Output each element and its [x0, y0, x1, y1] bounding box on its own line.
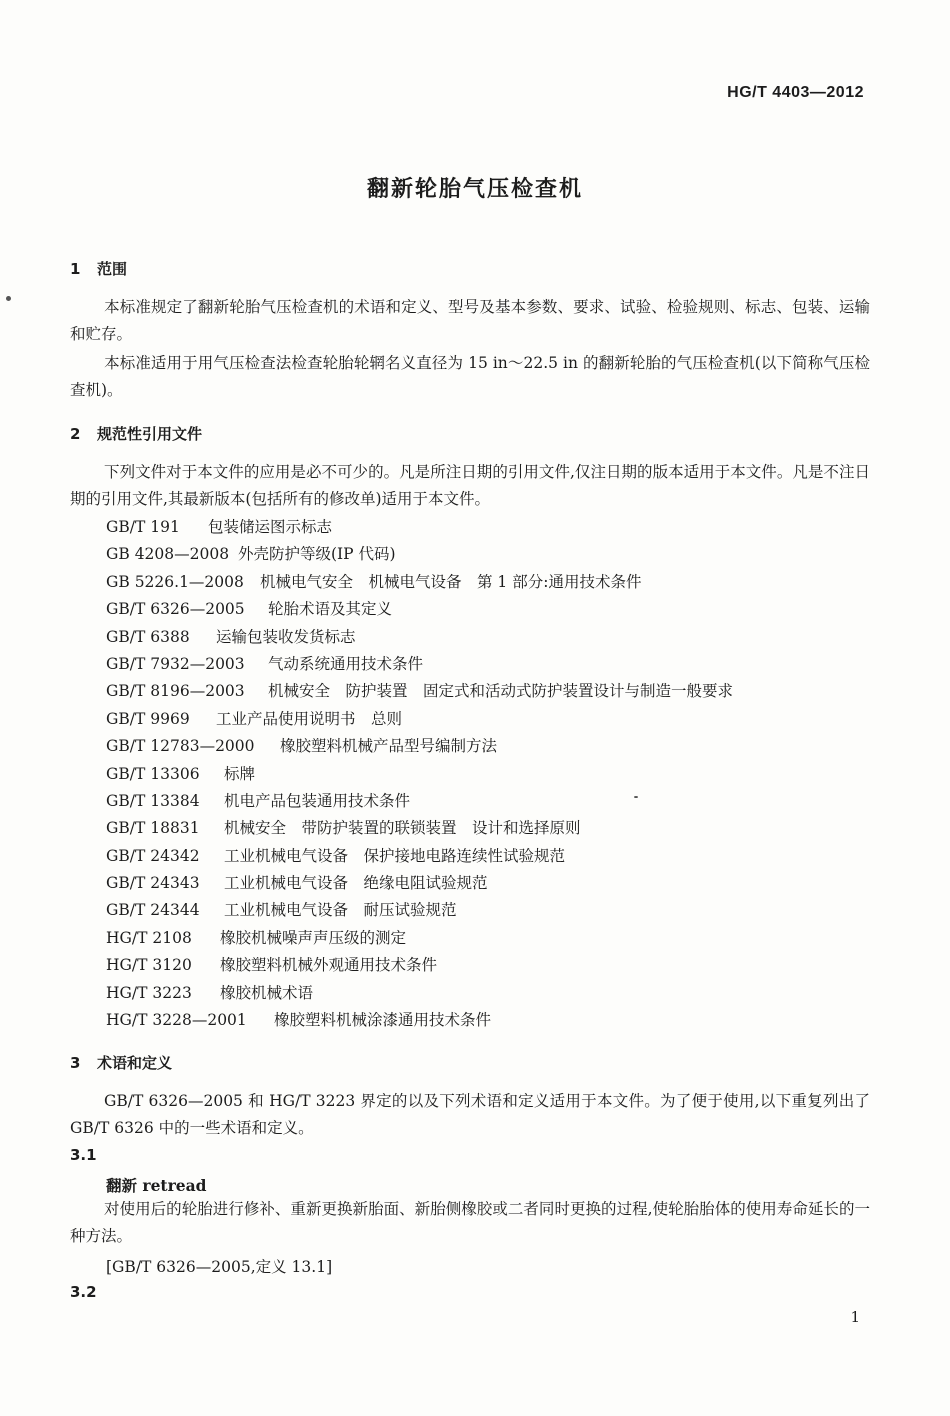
reference-item: HG/T 3223 橡胶机械术语 — [106, 983, 314, 1002]
section-number: 2 — [70, 425, 81, 443]
reference-item: GB/T 13384 机电产品包装通用技术条件 — [106, 791, 411, 810]
term-retread: 翻新 retread — [106, 1176, 207, 1195]
section-title: 规范性引用文件 — [97, 425, 203, 443]
reference-item: GB/T 12783—2000 橡胶塑料机械产品型号编制方法 — [106, 737, 498, 756]
reference-item: HG/T 2108 橡胶机械噪声声压级的测定 — [106, 928, 407, 947]
section-title: 范围 — [97, 260, 128, 278]
reference-item: GB/T 6326—2005 轮胎术语及其定义 — [106, 600, 393, 619]
reference-item: GB/T 18831 机械安全 带防护装置的联锁装置 设计和选择原则 — [106, 819, 581, 838]
reference-item: GB/T 24344 工业机械电气设备 耐压试验规范 — [106, 901, 457, 920]
section-title: 术语和定义 — [97, 1054, 173, 1072]
reference-item: GB/T 8196—2003 机械安全 防护装置 固定式和活动式防护装置设计与制造一般要求 — [106, 682, 734, 701]
reference-item: GB 5226.1—2008 机械电气安全 机械电气设备 第 1 部分:通用技术条件 — [106, 572, 642, 591]
reference-item: GB 4208—2008 外壳防护等级(IP 代码) — [106, 545, 396, 564]
scan-speck — [634, 796, 638, 798]
standard-code: HG/T 4403—2012 — [727, 84, 864, 101]
definition-retread: 对使用后的轮胎进行修补、重新更换新胎面、新胎侧橡胶或二者同时更换的过程,使轮胎胎体的使用寿命延长的一种方法。 — [70, 1200, 870, 1245]
reference-item: GB/T 24342 工业机械电气设备 保护接地电路连续性试验规范 — [106, 846, 566, 865]
scan-speck — [6, 296, 11, 301]
document-title: 翻新轮胎气压检查机 — [366, 177, 583, 202]
reference-item: GB/T 9969 工业产品使用说明书 总则 — [106, 709, 403, 728]
section-number: 1 — [70, 260, 81, 278]
reference-item: GB/T 6388 运输包装收发货标志 — [106, 627, 356, 646]
section-1-paragraph-2: 本标准适用于用气压检查法检查轮胎轮辋名义直径为 15 in～22.5 in 的翻新轮胎的气压检查机(以下简称气压检查机)。 — [70, 354, 870, 399]
reference-item: GB/T 13306 标牌 — [106, 764, 256, 783]
section-3-heading — [70, 1052, 172, 1073]
reference-item: HG/T 3120 橡胶塑料机械外观通用技术条件 — [106, 956, 438, 975]
section-2-heading — [70, 423, 202, 444]
reference-item: GB/T 24343 工业机械电气设备 绝缘电阻试验规范 — [106, 874, 488, 893]
clause-3-1-number: 3.1 — [70, 1146, 97, 1164]
section-2-intro: 下列文件对于本文件的应用是必不可少的。凡是所注日期的引用文件,仅注日期的版本适用于本文件。凡是不注日期的引用文件,其最新版本(包括所有的修改单)适用于本文件。 — [70, 463, 870, 508]
section-1-heading — [70, 258, 127, 279]
reference-item: GB/T 191 包装储运图示标志 — [106, 518, 333, 536]
reference-item: HG/T 3228—2001 橡胶塑料机械涂漆通用技术条件 — [106, 1011, 492, 1030]
definition-citation: [GB/T 6326—2005,定义 13.1] — [106, 1258, 333, 1276]
section-3-intro: GB/T 6326—2005 和 HG/T 3223 界定的以及下列术语和定义适用于本文件。为了便于使用,以下重复列出了 GB/T 6326 中的一些术语和定义。 — [70, 1092, 870, 1137]
section-number: 3 — [70, 1054, 81, 1072]
section-1-paragraph-1: 本标准规定了翻新轮胎气压检查机的术语和定义、型号及基本参数、要求、试验、检验规则、标志、包装、运输和贮存。 — [70, 298, 870, 343]
reference-item: GB/T 7932—2003 气动系统通用技术条件 — [106, 654, 424, 673]
page-number: 1 — [850, 1308, 860, 1326]
reference-list — [106, 514, 733, 1034]
clause-3-2-number: 3.2 — [70, 1283, 97, 1301]
